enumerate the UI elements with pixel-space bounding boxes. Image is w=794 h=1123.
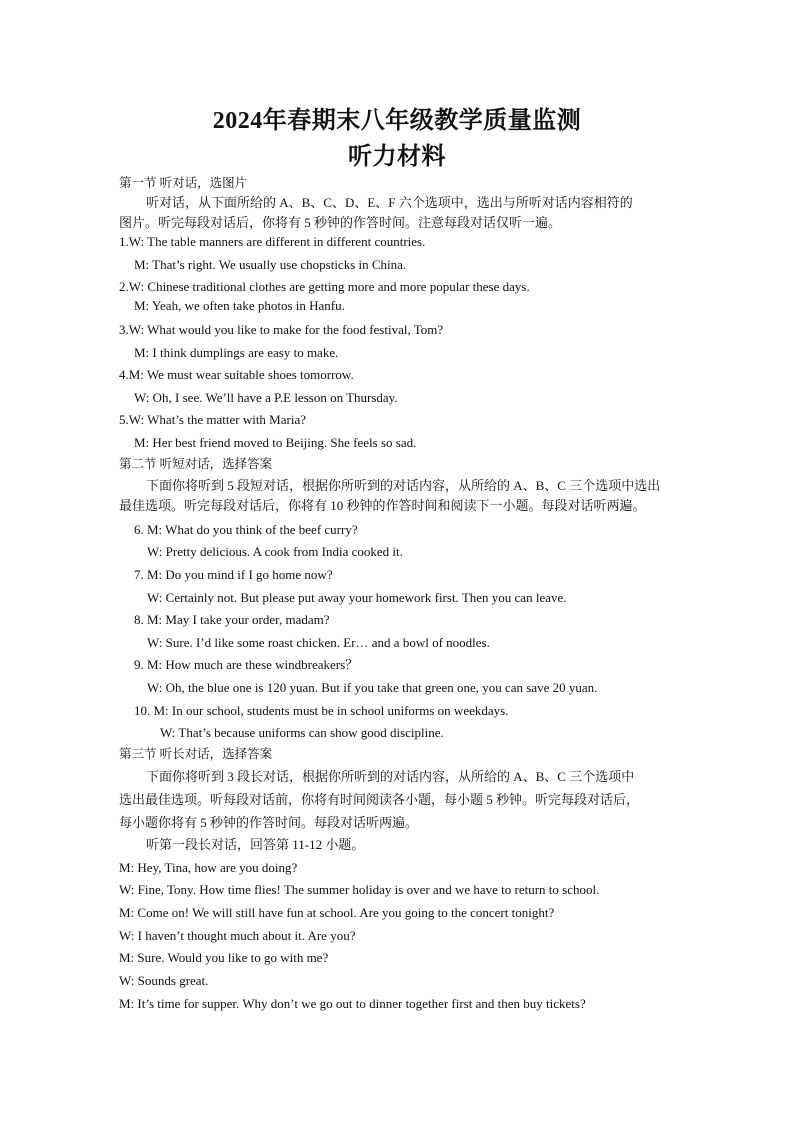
instruction-text: 听对话，从下面所给的 A、B、C、D、E、F 六个选项中，选出与所听对话内容相符的 xyxy=(146,195,633,210)
dialogue-line: M: Her best friend moved to Beijing. She feels so sad. xyxy=(134,435,417,450)
dialogue-line: W: I haven’t thought much about it. Are you? xyxy=(119,928,356,943)
dialogue-line: 5.W: What’s the matter with Maria? xyxy=(119,412,306,427)
instruction-text: 最佳选项。听完每段对话后，你将有 10 秒钟的作答时间和阅读下一小题。每段对话听两遍。 xyxy=(119,498,646,513)
dialogue-line: M: Yeah, we often take photos in Hanfu. xyxy=(134,298,345,313)
instruction-text: 听第一段长对话，回答第 11-12 小题。 xyxy=(146,837,365,852)
dialogue-line: W: Certainly not. But please put away your homework first. Then you can leave. xyxy=(147,590,567,605)
dialogue-line: W: That’s because uniforms can show good discipline. xyxy=(160,725,444,740)
dialogue-line: M: Come on! We will still have fun at school. Are you going to the concert tonight? xyxy=(119,905,555,920)
dialogue-line: 8. M: May I take your order, madam? xyxy=(134,612,330,627)
instruction-text: 每小题你将有 5 秒钟的作答时间。每段对话听两遍。 xyxy=(119,815,419,830)
dialogue-line: 1.W: The table manners are different in different countries. xyxy=(119,234,426,249)
dialogue-line: 4.M: We must wear suitable shoes tomorrow. xyxy=(119,367,354,382)
dialogue-line: W: Sure. I’d like some roast chicken. Er… and a bowl of noodles. xyxy=(147,635,490,650)
dialogue-line: 7. M: Do you mind if I go home now? xyxy=(134,567,333,582)
dialogue-line: W: Sounds great. xyxy=(119,973,209,988)
dialogue-line: M: I think dumplings are easy to make. xyxy=(134,345,339,360)
dialogue-line: W: Fine, Tony. How time flies! The summer holiday is over and we have to return to school. xyxy=(119,882,600,897)
page-title: 2024年春期末八年级教学质量监测 xyxy=(212,108,582,134)
section-heading: 第二节 听短对话，选择答案 xyxy=(119,457,273,471)
page-subtitle: 听力材料 xyxy=(348,144,446,170)
dialogue-line: M: It’s time for supper. Why don’t we go out to dinner together first and then buy tickets? xyxy=(119,996,586,1011)
dialogue-line: M: Hey, Tina, how are you doing? xyxy=(119,860,298,875)
dialogue-line: 6. M: What do you think of the beef curry? xyxy=(134,522,358,537)
dialogue-line: 9. M: How much are these windbreakers？ xyxy=(134,657,359,672)
instruction-text: 下面你将听到 5 段短对话，根据你所听到的对话内容，从所给的 A、B、C 三个选项中选出 xyxy=(146,478,661,493)
section-heading: 第三节 听长对话，选择答案 xyxy=(119,747,273,761)
dialogue-line: 10. M: In our school, students must be in school uniforms on weekdays. xyxy=(134,703,509,718)
dialogue-line: W: Pretty delicious. A cook from India cooked it. xyxy=(147,544,403,559)
instruction-text: 选出最佳选项。听每段对话前，你将有时间阅读各小题，每小题 5 秒钟。听完每段对话后， xyxy=(119,792,640,807)
dialogue-line: 2.W: Chinese traditional clothes are getting more and more popular these days. xyxy=(119,279,530,294)
dialogue-line: M: Sure. Would you like to go with me? xyxy=(119,950,329,965)
dialogue-line: M: That’s right. We usually use chopsticks in China. xyxy=(134,257,407,272)
instruction-text: 图片。听完每段对话后，你将有 5 秒钟的作答时间。注意每段对话仅听一遍。 xyxy=(119,215,562,230)
dialogue-line: W: Oh, I see. We’ll have a P.E lesson on Thursday. xyxy=(134,390,398,405)
section-heading: 第一节 听对话，选图片 xyxy=(119,176,248,190)
dialogue-line: 3.W: What would you like to make for the food festival, Tom? xyxy=(119,322,444,337)
instruction-text: 下面你将听到 3 段长对话，根据你所听到的对话内容，从所给的 A、B、C 三个选项中 xyxy=(146,769,635,784)
dialogue-line: W: Oh, the blue one is 120 yuan. But if you take that green one, you can save 20 yuan. xyxy=(147,680,598,695)
